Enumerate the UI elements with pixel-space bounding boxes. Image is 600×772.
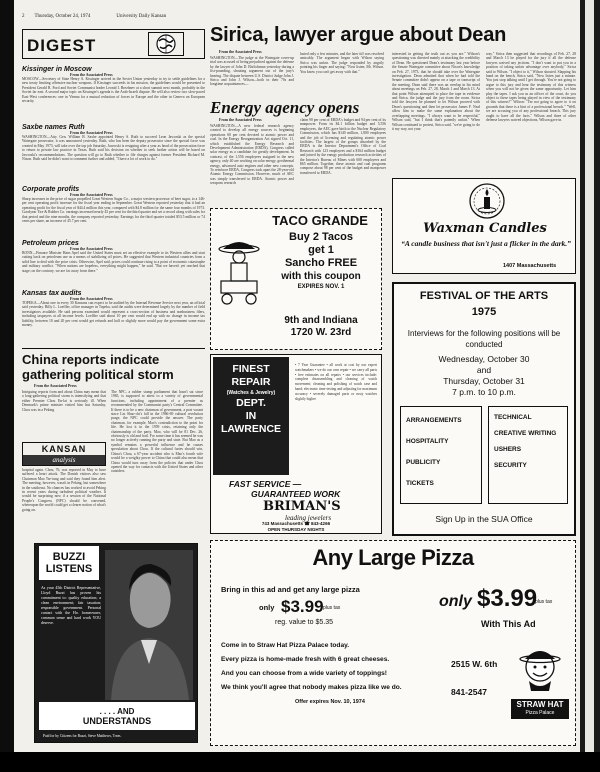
newspaper-page <box>14 0 580 752</box>
brimans-line4: IN <box>245 410 257 422</box>
buzzi-paid: Paid for by Citizens for Buzzi, Steve Matthews, Treas. <box>43 734 122 738</box>
buzzi-and: . . . . AND <box>99 706 135 716</box>
brimans-sub: leading jewelers <box>285 514 332 522</box>
taco-addr2: 1720 W. 23rd <box>290 327 352 338</box>
pizza-only-small: only <box>259 603 275 612</box>
analysis-label: analysis <box>23 455 105 465</box>
divider <box>22 348 205 349</box>
sirica-headline <box>210 24 576 47</box>
pizza-price-big: $3.99 <box>477 585 538 612</box>
taco-line3: Sancho FREE <box>284 257 358 269</box>
ruth-body: WASHINGTON—Atty. Gen. William B. Saxbe appointed Henry S. Ruth to succeed Leon Jaworski as the special Watergate prosecutor, it was announced yesterday. Ruth, who has been the deputy prosecutor since the special force was created in May 1973, will take over the top job Saturday. Jaworski is resigning after a year as head of the prosecution force to return to private law practice in Texas. Ruth said his decision on whether to seek further action will be based on Jaworski's recommendations. The question will go to Ruth whether to file charges against former President Richard M. Nixon. Ruth said he didn't want to comment further and added, "I have a lot of work to do." <box>22 135 206 162</box>
straw-hat-palace: Pizza Palace <box>525 710 555 716</box>
festival-schedule <box>396 354 572 398</box>
festival-category: TECHNICAL <box>494 414 532 421</box>
festival-category: ARRANGEMENTS <box>406 417 462 424</box>
buzzi-ad <box>34 543 198 743</box>
kansas-head: Kansas tax audits <box>22 290 82 297</box>
festival-day1: Wednesday, October 30 <box>438 354 530 364</box>
straw-hat-name: STRAW HAT <box>516 700 564 709</box>
brimans-name: BRIMAN'S <box>263 499 341 514</box>
brimans-addr: 743 Massachusetts ☎ 843-4266 <box>261 521 331 526</box>
right-film-strip <box>580 0 600 752</box>
brimans-guar: GUARANTEED WORK <box>251 489 341 499</box>
energy-byline: From the Associated Press <box>219 118 262 122</box>
kansan-analysis-logo <box>22 442 106 466</box>
energy-headline-text: Energy agency opens <box>210 98 360 117</box>
corporate-byline: From the Associated Press <box>70 193 113 197</box>
taco-line1: Buy 2 Tacos <box>289 231 353 243</box>
brimans-line2: REPAIR <box>231 376 271 388</box>
festival-ad <box>392 282 576 536</box>
petroleum-byline: From the Associated Press <box>70 247 113 251</box>
brimans-ad <box>210 354 382 534</box>
china-body-2: hospital again. Chou, 76, was reported in May to have suffered a heart attack. The Danish visitors also saw Chairman Mao Tse-tung and said they found him alert. The meeting, however, wasn't in Peking, but somewhere in the southeast. No chances has worked to avoid Peking in recent years during turbulent political weather. It would be surprising now if a session of the National People's Congress (NPC) should be convened, whereupon the world could get a clearer notion of what's going on. <box>22 468 107 512</box>
brimans-banner-text <box>213 357 289 436</box>
taco-coupon <box>210 208 382 350</box>
globe-icon <box>148 32 184 56</box>
bottom-film-edge <box>0 752 600 772</box>
brimans-line1: FINEST <box>232 363 270 375</box>
china-headline-2: gathering political storm <box>22 367 174 382</box>
pizza-choose: And you can choose from a wide variety of toppings! <box>221 670 387 677</box>
energy-headline <box>210 98 390 118</box>
masthead-paper: University Daily Kansan <box>116 14 167 19</box>
festival-category: PUBLICITY <box>406 459 441 466</box>
festival-cats-right <box>488 406 568 504</box>
sirica-col-2: lasted only a few minutes, and the later tiff was resolved amicably. The argument began with Wilson saying Sirica was unfair. The judge responded by angrily pointing his finger and saying: "Now listen, Mr. Wilson. You know you can't get away with that." <box>300 52 385 74</box>
taco-addr1: 9th and Indiana <box>284 315 358 326</box>
moscow-head: Kissinger in Moscow <box>22 66 92 73</box>
festival-signup: Sign Up in the SUA Office <box>435 514 533 524</box>
pizza-addr: 2515 W. 6th <box>451 659 498 669</box>
festival-and: and <box>476 365 492 375</box>
digest-banner <box>22 29 205 59</box>
corporate-head: Corporate profits <box>22 186 80 193</box>
pizza-coupon <box>210 540 576 746</box>
pizza-plus-small: plus tax <box>323 605 341 611</box>
digest-stories <box>22 64 205 326</box>
straw-hat-icon <box>511 641 569 699</box>
china-byline: From the Associated Press <box>34 384 77 388</box>
moscow-body: MOSCOW—Secretary of State Henry A. Kissinger arrived in the Soviet Union yesterday to try to settle guidelines for a new treaty limiting offensive nuclear weapons. If Kissinger succeeds in his mission, the guidelines would be presented to President Gerald R. Ford and Soviet Communist leader Leonid I. Brezhnev at a short summit next month, probably in the Soviet far east. A second major topic on Kissinger's agenda is the Arab-Israeli dispute. He will also review two slow-paced East-West conferences: one in Vienna for a mutual reduction of forces in Europe and the other in Geneva on European security. <box>22 77 206 104</box>
taco-title: TACO GRANDE <box>272 213 368 228</box>
sirica-col-1: WASHINGTON—The judge at the Watergate cover-up trial was accused of being prejudiced against the defense by the lawyer of John D. Ehrlichman yesterday during a fist-pounding, shouting argument out of the jury's hearing. The dispute between U.S. District Judge John J. Sirica and John J. Wilson—both in their 70s and longtime acquaintances— <box>210 56 295 87</box>
festival-category: HOSPITALITY <box>406 438 449 445</box>
brimans-bullets: • 7 Year Guarantee • all work at cost by our expert watchmakers • we do our own repair • we carry all parts • free estimates on all repairs • our services include: complete disassembling and cleaning of watch movement; cleaning and polishing of watch case and band; electronic time-testing and adjusting for maximum accuracy • severely damaged parts or rusty watches slightly higher <box>295 363 378 401</box>
waxman-address: 1407 Massachusetts <box>503 263 557 269</box>
straw-hat-plate <box>511 699 569 719</box>
pizza-bring: Bring in this ad and get any large pizza <box>221 585 360 594</box>
sirica-byline: From the Associated Press <box>219 50 262 54</box>
petroleum-body: BONN—Finance Minister Hans Apel said the United States must set an effective example to its Western allies and start cutting back on petroleum use as a means of stabilizing oil prices. He suggested that Western industrial countries form a solid line to deal with the price crisis. Otherwise, Apel said, prices could continue rising to a point of economic catastrophe and military conflict. "When nations are hopeless, everything might happen," he said. "But we haven't yet reached that stage; on the contrary, we are far away from there." <box>22 251 206 273</box>
pizza-think: We think you'll agree that nobody makes pizza like we do. <box>221 684 402 691</box>
masthead <box>22 4 202 19</box>
festival-title: FESTIVAL OF THE ARTS <box>419 290 549 302</box>
festival-intro: Interviews for the following positions will be conducted <box>407 329 561 349</box>
festival-category: USHERS <box>494 446 522 453</box>
sirica-headline-text: Sirica, lawyer argue about Dean <box>210 24 507 46</box>
pizza-with: With This Ad <box>481 619 536 629</box>
taco-line4: with this coupon <box>281 271 361 282</box>
festival-time: 7 p.m. to 10 p.m. <box>452 387 516 397</box>
brimans-line5: LAWRENCE <box>220 423 282 435</box>
buzzi-portrait <box>105 550 193 700</box>
pizza-every: Every pizza is home-made fresh with 6 great cheeses. <box>221 656 390 663</box>
china-body-1: Intriguing reports from and about China may mean that a long-gathering political storm is intensifying and that either Premier Chou En-lai is seriously ill. When Denmark's prime minister visited him last Saturday, Chou was in a Peking <box>22 390 107 412</box>
buzzi-title-text: BUZZI LISTENS <box>45 551 93 575</box>
buzzi-understands-text: UNDERSTANDS <box>82 715 152 726</box>
masthead-date: Thursday, October 24, 1974 <box>34 14 91 19</box>
moscow-byline: From the Associated Press <box>70 73 113 77</box>
taco-offer <box>263 231 379 292</box>
festival-cats-left-list <box>401 407 481 494</box>
kansas-body: TOPEKA—About one in every 30 Kansans can expect to be audited by the Internal Revenue Service next year, an official said yesterday. Billy L. Loeffler, office manager in Topeka, said the audits were determined largely by the number of field investigators available. He said persons examined would represent a cross-section of business and nonbusiness filers, including taxpayers at all income levels. Loeffler said about 10 per cent would end up with no change in income tax liability, between 10 and 20 per cent would get refunds and half or slightly more would pay the government some extra money. <box>22 301 206 328</box>
china-col-2: The NPC, a rubber stamp parliament that hasn't sat since 1965, is supposed to attest to a variety of governmental functions, including appointment of a premier as recommended by the Communist party's Central Committee. If there is to be a new chairman of government, a post vacant since Liu Shao-chi's fall in the 1966-69 cultural revolution purge, the NPC could provide the answer. The party chairman, for example, Mao's contradiction to the point for life. He lost it in the 1959 crisis, retaining only the chairmanship of the party. Mao, who will be 81 Dec. 26, obviously is old and frail. For some time it has seemed he was no longer actively running the party and state. But Mao as a symbol remains a powerful influence and he causes speculation about Chou. If the cultural furies should win, China's Chou, a 67-year accident who is Mao's fourth wife would be a weighty power to China that could also mean that China would turn away from the policies that under Chou opened the way for contacts with the United States and other outsiders. <box>111 390 204 474</box>
waxman-quote: “A candle business that isn't just a flicker in the dark.” <box>401 239 571 248</box>
pizza-price-small: $3.99 <box>281 597 324 616</box>
digest-title: DIGEST <box>27 36 97 55</box>
waxman-name: Waxman Candles <box>423 221 547 236</box>
china-headline <box>22 352 205 382</box>
candle-emblem-icon <box>467 182 507 220</box>
waxman-ad <box>392 178 576 274</box>
pizza-offer: Offer expires Nov. 10, 1974 <box>295 699 365 705</box>
kansan-label: KANSAN <box>41 444 87 454</box>
buzzi-title <box>39 546 99 580</box>
buzzi-caption: As your 45th District Representative, Lloyd Buzzi has proven his commitment to: quality education; a clean environment; fair taxation; responsible government. Personal contact with the Ho. homeowner, common sense and hard work YOU deserve. <box>41 586 102 625</box>
pizza-come: Come in to Straw Hat Pizza Palace today. <box>221 642 350 649</box>
festival-cats-left <box>400 406 482 504</box>
festival-cats-right-list <box>489 407 567 474</box>
china-headline-1: China reports indicate <box>22 352 160 367</box>
festival-category: CREATIVE WRITING <box>494 430 557 437</box>
straw-hat-logo <box>511 641 569 731</box>
pizza-only-big: only <box>439 593 472 610</box>
brimans-hours: OPEN THURSDAY NIGHTS <box>267 527 325 532</box>
sirica-col-3: interested in getting the truth out as you are." Wilson's questioning was directed mainly at attacking the credibility of Dean. He questioned Dean's testimony last year before the Senate Watergate committee about Nixon's knowledge on Feb. 27, 1973, that he should take over the Watergate investigation. Dean admitted that when he had told the Senate committee didn't appear on a tape or transcript of the meeting. Dean said there was an overlap in his mind about meetings on Feb. 27, 28, March 1 and March 13. At that point Wilson attempted to place the tape in evidence and Sirica, the judge and the jury from the room. Sirica told the lawyers he planned to let Wilson proceed with Dean's questioning and then let prosecutor James F. Neal allow him to make the same explanation about the overlapping meetings. "I always want to be respectful," Wilson said, "but I think that's patently unfair." When Wilson continued to protest, Sirica said, "we're going to do it my way, not your <box>392 52 481 131</box>
ruth-head: Saxbe names Ruth <box>22 124 85 131</box>
taco-vendor-icon <box>215 227 263 307</box>
brimans-fast: FAST SERVICE — <box>229 479 302 489</box>
corporate-body: Sharp increases in the price of sugar propelled Great Western Sugar Co., a major western processor of beet sugar, to a 146-per cent operating profit increase for the fiscal year ending in September. Great Western reported yesterday that it had an operating profit for the fiscal year of $44.4 million this year, compared with $4.8 million for the same four months of 1973. Goodyear Tire & Rubber Co. earnings increased nearly 45 per cent for the third quarter and set a record along with sales for that period and the nine months, the company reported yesterday. Earnings for the third quarter totaled $53.5 million or 74 cents per share, an increase of 45.7 per cent. <box>22 197 206 224</box>
buzzi-understands <box>39 702 195 730</box>
sirica-col-4: way." Sirica then suggested that recordings of Feb. 27, 28 and March 13 be played for the jury if all the defense lawyers waived any jections. "I don't want to put you in a position of taking unfair advantage over anybody," Sirica said to Wilson. "I object to it," Wilson shouted. Slapping his hand on the bench, Sirica said, "Now listen just a minute. You just stop talking until I get through. You're not going to argue to this jury and hear the testimony of this witness when you will not be given the same opportunity. Let him play the tapes. I ask you as an officer of the court, do you object to these tapes being played in view of the testimony of this witness?" Wilson: "I'm not going to agree to it on grounds that there is a hint of a professional breach." "Well, we are accusing you of any professional breach. This jury ought to have all the facts." Wilson and three of other defense lawyers waived objections, Wilson gave in. <box>486 52 577 123</box>
festival-category: TICKETS <box>406 480 434 487</box>
ruth-byline: From the Associated Press <box>70 131 113 135</box>
petroleum-head: Petroleum prices <box>22 240 79 247</box>
taco-locations <box>263 315 379 339</box>
energy-col-2: claim 90 per cent of ERDA's budget and 94 per cent of its manpower. From its $4.1 billion budget and 5,556 employees, the AEC gave birth to the Nuclear Regulatory Commission, which has $140 million, 1,800 employees and the job of licensing and regulating atomic power facilities. The largest of the groups absorbed by the ERDA is the Interior Department's Office of Coal Research with 123 employees and a $164 million budget and joined by the energy production research activities of the Interior's Bureau of Mines with 600 employees and $65 million. Together, these atomic and coal programs compose about 98 per cent of the budget and manpower transferred to ERDA. <box>300 118 387 175</box>
taco-expires: EXPIRES NOV. 1 <box>297 284 345 290</box>
energy-col-1: WASHINGTON—A new federal research agency created to develop all energy sources is beginning operations 60 per cent devoted to atomic power and coal. In the Energy Reorganization Act signed Oct. 11, which established the Energy Research and Development Administration (ERDA), Congress called solar energy as a candidate for greatly development. In contrast, of the 1,556 employees assigned to the new agency, only 40 are working on solar energy, geothermal energy, advanced auto engines and other new concepts. To reinforce ERDA, Congress took apart the 28-year-old Atomic Energy Commission. However, much of AEC was simply transferred to ERDA. Atomic power and weapons research <box>210 124 295 186</box>
brimans-watch: (Watches & Jewelry) <box>226 390 276 396</box>
festival-day2: Thursday, October 31 <box>443 376 525 386</box>
pizza-copy <box>221 639 437 695</box>
pizza-plus-big: plus tax <box>535 599 553 605</box>
festival-category: SECURITY <box>494 462 527 469</box>
pizza-reg: reg. value to $5.35 <box>275 619 333 626</box>
brimans-banner <box>213 357 289 475</box>
taco-line2: get 1 <box>308 244 334 256</box>
brimans-line3: DEPT. <box>236 397 266 409</box>
pizza-title: Any Large Pizza <box>312 545 474 570</box>
festival-year: 1975 <box>471 306 497 318</box>
kansas-byline: From the Associated Press <box>70 297 113 301</box>
page-number: 2 <box>22 14 25 19</box>
pizza-phone: 841-2547 <box>451 687 487 697</box>
